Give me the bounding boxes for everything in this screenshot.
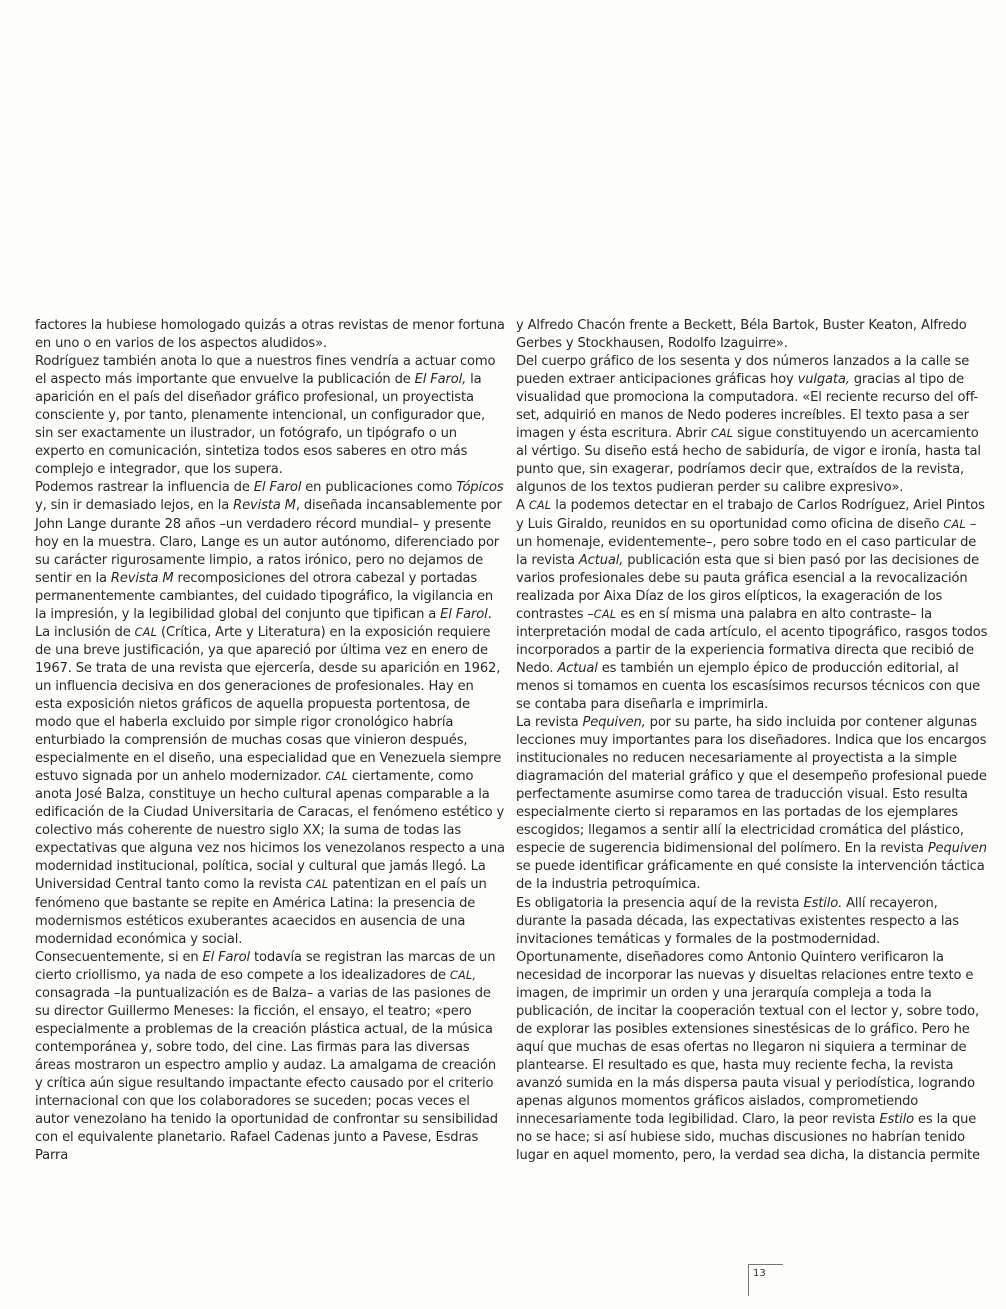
text: es en sí misma una palabra en alto contraste– la interpretación modal de cada artículo, el acento tipográfico, rasgos todos incorporados a partir de la experiencia formativa directa que recibió de Nedo. bbox=[516, 606, 988, 676]
title-pequiven: Pequiven bbox=[927, 841, 987, 857]
text: es la que no se hace; si así hubiese sido, muchas discusiones no habrían tenido lugar en aquel momento, pero, la verdad sea dicha, la distancia permite bbox=[516, 1112, 980, 1164]
title-actual: Actual bbox=[557, 660, 598, 676]
title-actual: Actual, bbox=[578, 552, 624, 568]
text: en publicaciones como bbox=[301, 480, 457, 496]
text: La inclusión de bbox=[35, 624, 135, 640]
paragraph bbox=[35, 479, 505, 623]
title-cal: CAL bbox=[305, 878, 329, 892]
text: gracias al tipo de visualidad que promociona la computadora. «El reciente recurso del off-set, adquirió en manos de Nedo poderes increíbles. El texto pasa a ser imagen y ésta escritura. Abrir bbox=[516, 372, 979, 442]
title-cal: CAL bbox=[943, 517, 966, 531]
paragraph bbox=[516, 949, 988, 1166]
page-number: 13 bbox=[748, 1264, 783, 1296]
text: consagrada –la puntualización es de Balza– a varias de las pasiones de su director Guillermo Meneses: la ficción, el ensayo, el teatro; «pero especialmente a problemas de la creación plástica actual, de la música contemporánea y, sobre todo, del cine. Las firmas para las diversas áreas mostraron un espectro amplio y audaz. La amalgama de creación y crítica aún sigue resultando impactante efecto causado por el criterio internacional con que los colaboradores se suceden; pocas veces el autor venezolano ha tenido la oportunidad de confrontar su sensibilidad con el equivalente planetario. Rafael Cadenas junto a Pavese, Esdras Parra bbox=[35, 985, 498, 1164]
title-cal: CAL bbox=[710, 427, 734, 441]
text: La revista bbox=[516, 715, 583, 731]
title-el-farol: El Farol bbox=[253, 480, 302, 496]
text: –un homenaje, evidentemente–, pero sobre todo en el caso particular de la revista bbox=[516, 516, 977, 568]
title-cal: CAL bbox=[528, 499, 552, 513]
text: por su parte, ha sido incluida por contener algunas lecciones muy importantes para los diseñadores. Indica que los encargos institucionales no reducen necesariamente al proyectista a la simple diagramación del material gráfico y que el desempeño profesional puede perfectamente asumirse como tarea de traducción visual. Esto resulta especialmente cierto si reparamos en las portadas de los ejemplares escogidos; llegamos a sentir allí la electricidad cromática del plástico, especie de sugerencia bidimensional del polímero. En la revista bbox=[516, 715, 987, 857]
text: se puede identificar gráficamente en qué consiste la intervención táctica de la industria petroquímica. bbox=[516, 859, 985, 893]
paragraph bbox=[35, 949, 505, 1166]
text: factores la hubiese homologado quizás a otras revistas de menor fortuna en uno o en varios de los aspectos aludidos». bbox=[35, 318, 505, 352]
text: y Alfredo Chacón frente a Beckett, Béla Bartok, Buster Keaton, Alfredo Gerbes y Stockhausen, Rodolfo Izaguirre». bbox=[516, 318, 967, 352]
text: la podemos detectar en el trabajo de Carlos Rodríguez, Ariel Pintos y Luis Giraldo, reunidos en su oportunidad como oficina de diseño bbox=[516, 498, 985, 532]
title-topicos: Tópicos bbox=[456, 480, 504, 496]
text: todavía se registran las marcas de un cierto criollismo, ya nada de eso compete a los idealizadores de bbox=[35, 949, 496, 983]
text: sigue constituyendo un acercamiento al vértigo. Su diseño está hecho de sabiduría, de vigor e ironía, hasta tal punto que, sin exagerar, podríamos decir que, extraídos de la revista, algunos de los textos pudieran perder su calibre expresivo». bbox=[516, 426, 981, 496]
paragraph bbox=[35, 317, 505, 353]
text: ciertamente, como anota José Balza, constituye un hecho cultural apenas comparable a la edificación de la Ciudad Universitaria de Caracas, el fenómeno estético y colectivo más coherente de nuestro siglo XX; la suma de todas las expectativas que alguna vez nos hicimos los venezolanos respecto a una modernidad institucional, política, social y cultural que jamás llegó. La Universidad Central tanto como la revista bbox=[35, 769, 505, 893]
text: Podemos rastrear la influencia de bbox=[35, 480, 254, 496]
text: publicación esta que si bien pasó por las decisiones de varios profesionales debe su pauta gráfica esencial a la revocalización realizada por Aixa Díaz de los giros elípticos, la exageración de los contrastes – bbox=[516, 552, 980, 622]
text: es también un ejemplo épico de producción editorial, al menos si tomamos en cuenta los escasísimos recursos técnicos con que se contaba para diseñarla e imprimirla. bbox=[516, 660, 980, 712]
text: Oportunamente, diseñadores como Antonio Quintero verificaron la necesidad de incorporar las nuevas y disueltas relaciones entre texto e imagen, de imprimir un orden y una jerarquía compleja a toda la publicación, de incitar la cooperación textual con el lector y, sobre todo, de explorar las posibles extensiones sinestésicas de lo gráfico. Pero he aquí que muchas de esas ofertas no llegaron ni siquiera a terminar de plantearse. El resultado es que, hasta muy reciente fecha, la revista avanzó sumida en la más dispersa pauta visual y periodística, logrando apenas algunos momentos gráficos aislados, comprometiendo innecesariamente toda legibilidad. Claro, la peor revista bbox=[516, 949, 980, 1128]
text: recomposiciones del otrora cabezal y portadas permanentemente cambiantes, del cuidado tipográfico, la vigilancia en la impresión, y la legibilidad global del conjunto que tipifican a bbox=[35, 570, 494, 622]
left-column bbox=[35, 317, 505, 1165]
title-pequiven: Pequiven, bbox=[582, 715, 646, 731]
text: Consecuentemente, si en bbox=[35, 949, 203, 965]
text: Rodríguez también anota lo que a nuestros fines vendría a actuar como el aspecto más importante que envuelve la publicación de bbox=[35, 354, 496, 388]
text: , diseñada incansablemente por John Lange durante 28 años –un verdadero récord mundial– y presente hoy en la muestra. Claro, Lange es un autor autónomo, diferenciado por su carácter rigurosamente limpio, a ratos irónico, pero no dejamos de sentir en la bbox=[35, 498, 502, 586]
title-el-farol: El Farol bbox=[440, 606, 488, 622]
text: Allí recayeron, durante la pasada década, las expectativas existentes respecto a las invitaciones temáticas y formales de la postmodernidad. bbox=[516, 895, 959, 947]
title-cal: CAL bbox=[134, 625, 158, 639]
title-cal: CAL bbox=[325, 770, 348, 784]
title-cal: CAL, bbox=[449, 968, 477, 982]
paragraph bbox=[35, 353, 505, 479]
title-el-farol: El Farol bbox=[202, 949, 251, 965]
paragraph bbox=[516, 353, 988, 497]
text: . bbox=[487, 606, 492, 622]
title-revista-m: Revista M bbox=[110, 570, 174, 586]
title-estilo: Estilo. bbox=[803, 895, 843, 911]
paragraph bbox=[516, 317, 988, 353]
title-revista-m: Revista M bbox=[233, 498, 296, 514]
title-cal: CAL bbox=[593, 607, 617, 621]
text: (Crítica, Arte y Literatura) en la exposición requiere de una breve justificación, ya que apareció por última vez en enero de 1967. Se trata de una revista que ejercería, desde su aparición en 1962, un influencia decisiva en dos generaciones de profesionales. Hay en esta exposición nietos gráficos de aquella propuesta portentosa, de modo que el haberla excluido por simple rigor cronológico habría enturbiado la comprensión de muchas cosas que vinieron después, especialmente en el diseño, una especialidad que en Venezuela siempre estuvo signada por un anhelo modernizador. bbox=[35, 624, 502, 785]
title-estilo: Estilo bbox=[879, 1112, 914, 1128]
title-el-farol: El Farol, bbox=[414, 372, 467, 388]
paragraph bbox=[35, 624, 505, 949]
text: patentizan en el país un fenómeno que bastante se repite en América Latina: la presencia de modernismos estéticos exuberantes acaecidos en ausencia de una modernidad económica y social. bbox=[35, 877, 487, 947]
text: la aparición en el país del diseñador gráfico profesional, un proyectista consciente y, por tanto, plenamente intencional, un configurador que, sin ser exactamente un ilustrador, un fotógrafo, un tipógrafo o un experto en comunicación, sintetiza todos esos saberes en otro más complejo e integrador, que los supera. bbox=[35, 372, 485, 478]
paragraph bbox=[516, 895, 988, 949]
paragraph bbox=[516, 497, 988, 714]
right-column bbox=[516, 317, 988, 1165]
emphasis-vulgata: vulgata, bbox=[797, 372, 850, 388]
text: A bbox=[516, 498, 529, 514]
paragraph bbox=[516, 714, 988, 894]
text: Es obligatoria la presencia aquí de la revista bbox=[516, 895, 804, 911]
text: Del cuerpo gráfico de los sesenta y dos números lanzados a la calle se pueden extraer anticipaciones gráficas hoy bbox=[516, 354, 970, 388]
text: y, sin ir demasiado lejos, en la bbox=[35, 498, 234, 514]
